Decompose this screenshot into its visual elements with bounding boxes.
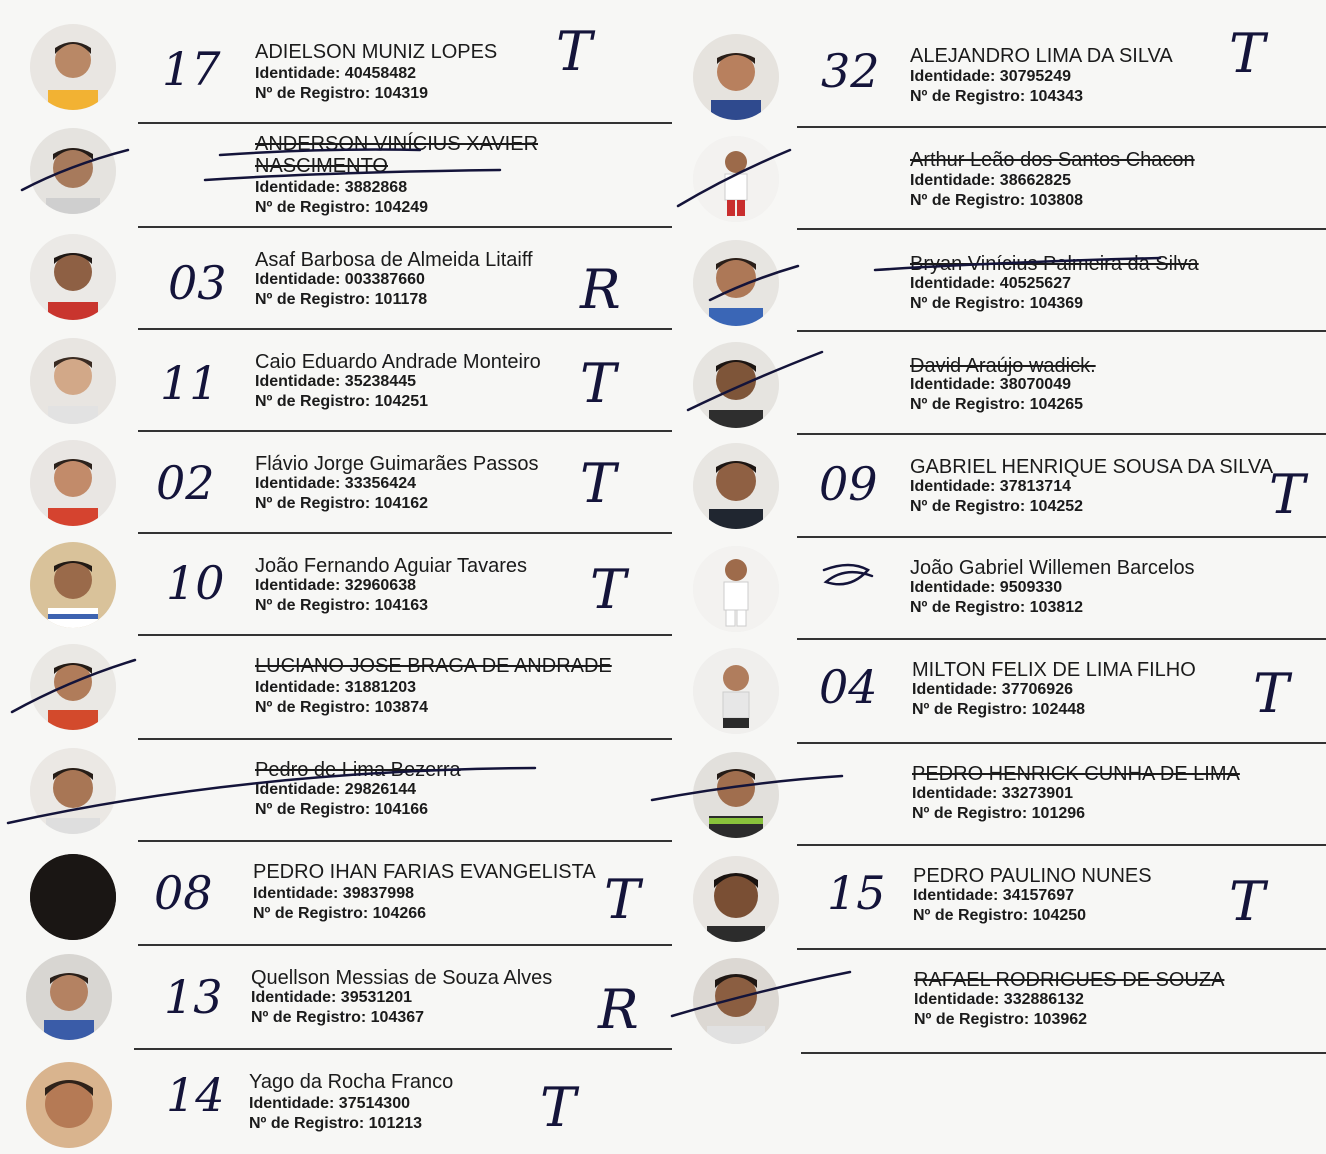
player-name: MILTON FELIX DE LIMA FILHO xyxy=(912,659,1196,681)
jersey-number: 02 xyxy=(156,456,215,510)
player-name: PEDRO PAULINO NUNES xyxy=(913,865,1152,887)
jersey-number: 15 xyxy=(827,866,886,920)
player-reg-line: Nº de Registro: 101213 xyxy=(249,1115,423,1132)
player-reg-line: Nº de Registro: 104252 xyxy=(910,498,1084,515)
player-reg-line: Nº de Registro: 104319 xyxy=(255,85,429,102)
player-reg-line: Nº de Registro: 104250 xyxy=(913,907,1087,924)
player-row xyxy=(0,534,663,638)
player-reg-line: Nº de Registro: 104343 xyxy=(910,88,1084,105)
player-id-line: Identidade: 003387660 xyxy=(255,271,425,288)
player-reg-line: Nº de Registro: 104369 xyxy=(910,295,1084,312)
player-id-line: Identidade: 3882868 xyxy=(255,179,408,196)
player-reg-line: Nº de Registro: 104166 xyxy=(255,801,429,818)
player-id-line: Identidade: 29826144 xyxy=(255,781,416,798)
player-row xyxy=(0,1050,663,1154)
player-id-line: Identidade: 332886132 xyxy=(914,991,1084,1008)
status-mark: T xyxy=(1229,870,1266,933)
player-row xyxy=(0,842,663,946)
player-name: Bryan Vinícius Palmeira da Silva xyxy=(910,253,1199,275)
player-id-line: Identidade: 37813714 xyxy=(910,478,1071,495)
roster-column-left xyxy=(0,0,663,1145)
player-id-line: Identidade: 40525627 xyxy=(910,275,1071,292)
jersey-number: 14 xyxy=(166,1068,225,1122)
row-divider xyxy=(801,1052,1326,1054)
status-mark: R xyxy=(598,978,639,1041)
status-mark: T xyxy=(580,352,617,415)
status-mark: T xyxy=(1253,662,1290,725)
player-name: Pedro de Lima Bezerra xyxy=(255,759,461,781)
player-photo xyxy=(693,856,779,942)
player-photo xyxy=(693,34,779,120)
jersey-number: 13 xyxy=(164,970,223,1024)
player-id-line: Identidade: 32960638 xyxy=(255,577,416,594)
player-name: Flávio Jorge Guimarães Passos xyxy=(255,453,539,475)
jersey-number: 11 xyxy=(160,356,219,410)
player-photo xyxy=(693,958,779,1044)
player-id-line: Identidade: 37706926 xyxy=(912,681,1073,698)
player-reg-line: Nº de Registro: 102448 xyxy=(912,701,1086,718)
status-mark: T xyxy=(1269,463,1306,526)
player-reg-line: Nº de Registro: 104367 xyxy=(251,1009,425,1026)
player-photo xyxy=(30,542,116,628)
player-reg-line: Nº de Registro: 104265 xyxy=(910,396,1084,413)
player-id-line: Identidade: 33273901 xyxy=(912,785,1073,802)
player-photo xyxy=(30,24,116,110)
player-name: LUCIANO JOSE BRAGA DE ANDRADE xyxy=(255,655,612,677)
player-photo xyxy=(26,1062,112,1148)
player-photo xyxy=(30,854,116,940)
status-mark: T xyxy=(556,20,593,83)
player-name: Yago da Rocha Franco xyxy=(249,1071,454,1093)
roster-column-right xyxy=(663,0,1326,1145)
player-id-line: Identidade: 39531201 xyxy=(251,989,412,1006)
jersey-number: 32 xyxy=(821,44,880,98)
player-name: RAFAEL RODRIGUES DE SOUZA xyxy=(914,969,1225,991)
player-row xyxy=(0,946,663,1050)
player-row xyxy=(0,124,663,228)
player-photo xyxy=(693,546,779,632)
player-id-line: Identidade: 34157697 xyxy=(913,887,1074,904)
player-id-line: Identidade: 31881203 xyxy=(255,679,416,696)
player-row xyxy=(663,230,1326,334)
player-reg-line: Nº de Registro: 103962 xyxy=(914,1011,1088,1028)
player-id-line: Identidade: 9509330 xyxy=(910,579,1063,596)
player-reg-line: Nº de Registro: 104163 xyxy=(255,597,429,614)
player-row xyxy=(663,950,1326,1054)
player-row xyxy=(663,846,1326,950)
player-id-line: Identidade: 37514300 xyxy=(249,1095,410,1112)
player-row xyxy=(663,20,1326,124)
player-name: PEDRO HENRICK CUNHA DE LIMA xyxy=(912,763,1240,785)
player-reg-line: Nº de Registro: 104251 xyxy=(255,393,429,410)
player-id-line: Identidade: 38070049 xyxy=(910,376,1071,393)
player-photo xyxy=(30,644,116,730)
player-name: David Araújo wadick. xyxy=(910,355,1096,377)
player-id-line: Identidade: 30795249 xyxy=(910,68,1071,85)
player-row xyxy=(0,636,663,740)
player-row xyxy=(0,432,663,536)
player-name: ANDERSON VINÍCIUS XAVIER xyxy=(255,133,539,155)
player-name-line2: NASCIMENTO xyxy=(255,155,388,177)
player-photo xyxy=(30,234,116,320)
player-name: Arthur Leão dos Santos Chacon xyxy=(910,149,1195,171)
player-reg-line: Nº de Registro: 104249 xyxy=(255,199,429,216)
player-row xyxy=(663,640,1326,744)
player-reg-line: Nº de Registro: 104266 xyxy=(253,905,427,922)
player-name: ALEJANDRO LIMA DA SILVA xyxy=(910,45,1173,67)
player-photo xyxy=(693,136,779,222)
player-photo xyxy=(693,240,779,326)
player-name: Asaf Barbosa de Almeida Litaiff xyxy=(255,249,533,271)
player-photo xyxy=(693,752,779,838)
player-row xyxy=(0,330,663,434)
jersey-number: 17 xyxy=(162,42,221,96)
player-name: Quellson Messias de Souza Alves xyxy=(251,967,553,989)
player-row xyxy=(0,228,663,332)
status-mark: T xyxy=(1229,22,1266,85)
player-id-line: Identidade: 38662825 xyxy=(910,172,1071,189)
status-mark: R xyxy=(580,258,621,321)
player-row xyxy=(663,744,1326,848)
status-mark: T xyxy=(590,558,627,621)
player-photo xyxy=(30,338,116,424)
player-name: João Fernando Aguiar Tavares xyxy=(255,555,528,577)
status-mark: T xyxy=(540,1076,577,1139)
status-mark: T xyxy=(580,452,617,515)
player-id-line: Identidade: 33356424 xyxy=(255,475,416,492)
player-row xyxy=(0,14,663,118)
player-photo xyxy=(30,440,116,526)
jersey-number: 09 xyxy=(819,457,878,511)
player-id-line: Identidade: 39837998 xyxy=(253,885,414,902)
jersey-number: 10 xyxy=(166,556,225,610)
player-photo xyxy=(26,954,112,1040)
player-name: João Gabriel Willemen Barcelos xyxy=(910,557,1195,579)
player-photo xyxy=(30,748,116,834)
player-reg-line: Nº de Registro: 104162 xyxy=(255,495,429,512)
player-name: ADIELSON MUNIZ LOPES xyxy=(255,41,498,63)
player-id-line: Identidade: 35238445 xyxy=(255,373,416,390)
player-photo xyxy=(30,128,116,214)
player-name: GABRIEL HENRIQUE SOUSA DA SILVA xyxy=(910,456,1274,478)
player-name: PEDRO IHAN FARIAS EVANGELISTA xyxy=(253,861,596,883)
player-name: Caio Eduardo Andrade Monteiro xyxy=(255,351,541,373)
player-row xyxy=(0,740,663,844)
player-reg-line: Nº de Registro: 101296 xyxy=(912,805,1086,822)
player-photo xyxy=(693,648,779,734)
jersey-number: 04 xyxy=(819,660,878,714)
player-reg-line: Nº de Registro: 103812 xyxy=(910,599,1084,616)
player-reg-line: Nº de Registro: 101178 xyxy=(255,291,428,308)
player-row xyxy=(663,332,1326,436)
player-row xyxy=(663,538,1326,642)
player-photo xyxy=(693,443,779,529)
player-reg-line: Nº de Registro: 103808 xyxy=(910,192,1084,209)
player-id-line: Identidade: 40458482 xyxy=(255,65,416,82)
player-row xyxy=(663,128,1326,232)
player-reg-line: Nº de Registro: 103874 xyxy=(255,699,429,716)
jersey-number: 03 xyxy=(168,256,227,310)
jersey-number: 08 xyxy=(154,866,213,920)
player-photo xyxy=(693,342,779,428)
status-mark: T xyxy=(604,868,641,931)
player-row xyxy=(663,435,1326,539)
